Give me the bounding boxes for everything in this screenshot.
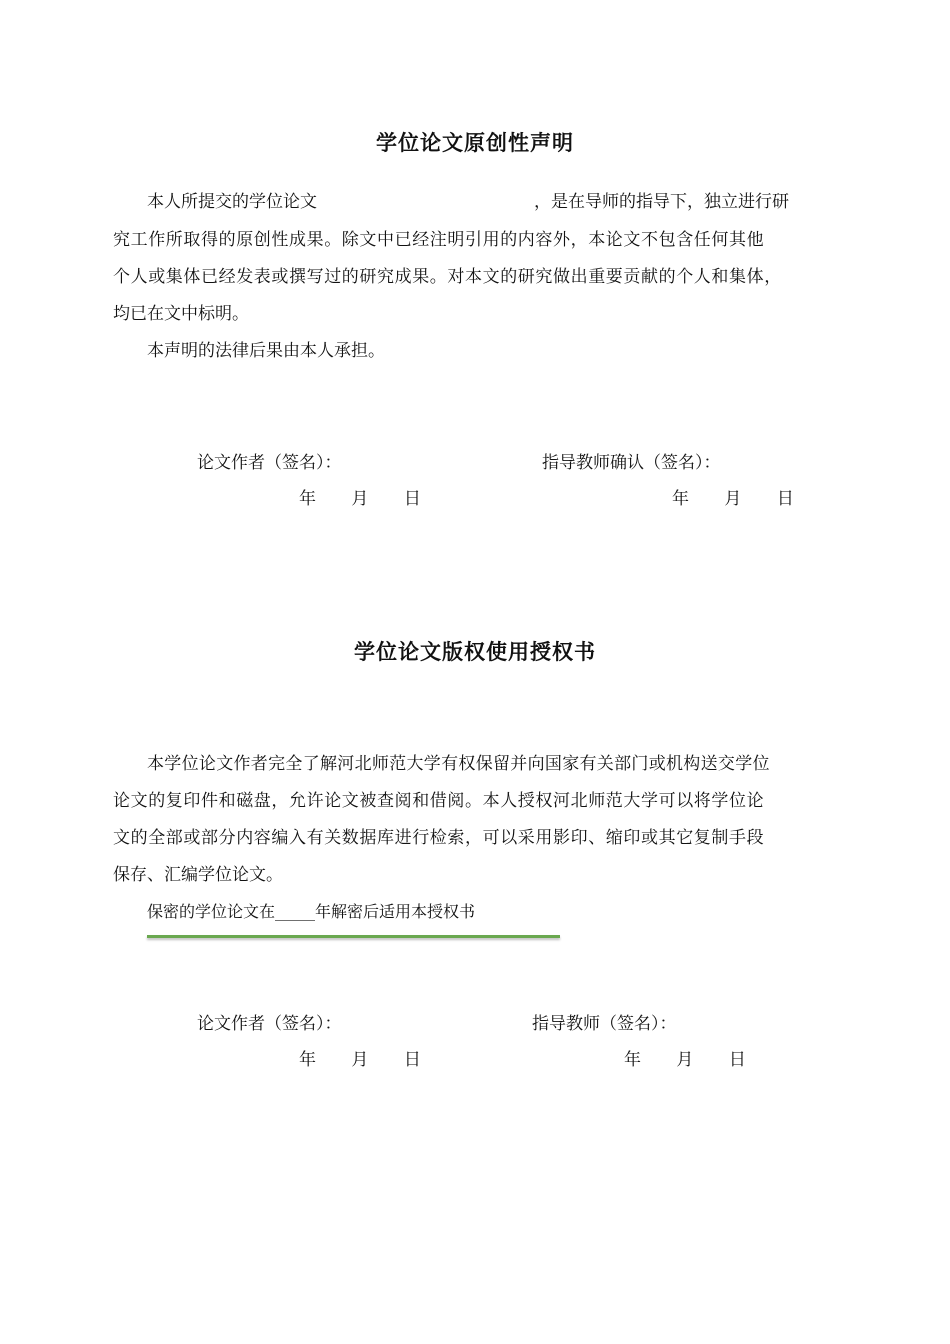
green-divider (147, 935, 560, 938)
declaration-line-5: 本声明的法律后果由本人承担。 (147, 341, 385, 361)
date-month: 月 (676, 1050, 694, 1070)
declaration-line-1-start: 本人所提交的学位论文 (147, 192, 317, 212)
declaration-line-3: 个人或集体已经发表或撰写过的研究成果。对本文的研究做出重要贡献的个人和集体， (113, 267, 782, 287)
declaration-advisor-date (672, 484, 794, 509)
date-day: 日 (403, 1050, 421, 1070)
date-month: 月 (351, 1050, 369, 1070)
declaration-line-1-end: ，是在导师的指导下，独立进行研 (534, 192, 789, 212)
date-day: 日 (728, 1050, 746, 1070)
authorization-author-signature-label: 论文作者（签名）： (197, 1014, 342, 1034)
declaration-author-signature-label: 论文作者（签名）： (197, 453, 342, 473)
date-year: 年 (299, 1050, 316, 1070)
date-month: 月 (724, 489, 742, 509)
declaration-line-2: 究工作所取得的原创性成果。除文中已经注明引用的内容外，本论文不包含任何其他 (113, 230, 765, 250)
authorization-secret-line: 保密的学位论文在_____年解密后适用本授权书 (147, 902, 476, 921)
authorization-line-2: 论文的复印件和磁盘，允许论文被查阅和借阅。本人授权河北师范大学可以将学位论 (113, 791, 765, 811)
declaration-line-4: 均已在文中标明。 (113, 304, 249, 324)
authorization-line-1: 本学位论文作者完全了解河北师范大学有权保留并向国家有关部门或机构送交学位 (147, 754, 770, 774)
authorization-title: 学位论文版权使用授权书 (354, 640, 596, 664)
declaration-author-date (299, 484, 421, 509)
authorization-line-3: 文的全部或部分内容编入有关数据库进行检索，可以采用影印、缩印或其它复制手段 (113, 828, 765, 848)
authorization-advisor-signature-label: 指导教师（签名）： (532, 1014, 677, 1034)
date-day: 日 (403, 489, 421, 509)
declaration-advisor-signature-label: 指导教师确认（签名）： (542, 453, 721, 473)
date-year: 年 (672, 489, 689, 509)
date-day: 日 (776, 489, 794, 509)
date-year: 年 (624, 1050, 641, 1070)
declaration-title: 学位论文原创性声明 (376, 131, 574, 155)
authorization-line-4: 保存、汇编学位论文。 (113, 865, 283, 885)
date-year: 年 (299, 489, 316, 509)
authorization-author-date (299, 1045, 421, 1070)
authorization-advisor-date (624, 1045, 746, 1070)
date-month: 月 (351, 489, 369, 509)
